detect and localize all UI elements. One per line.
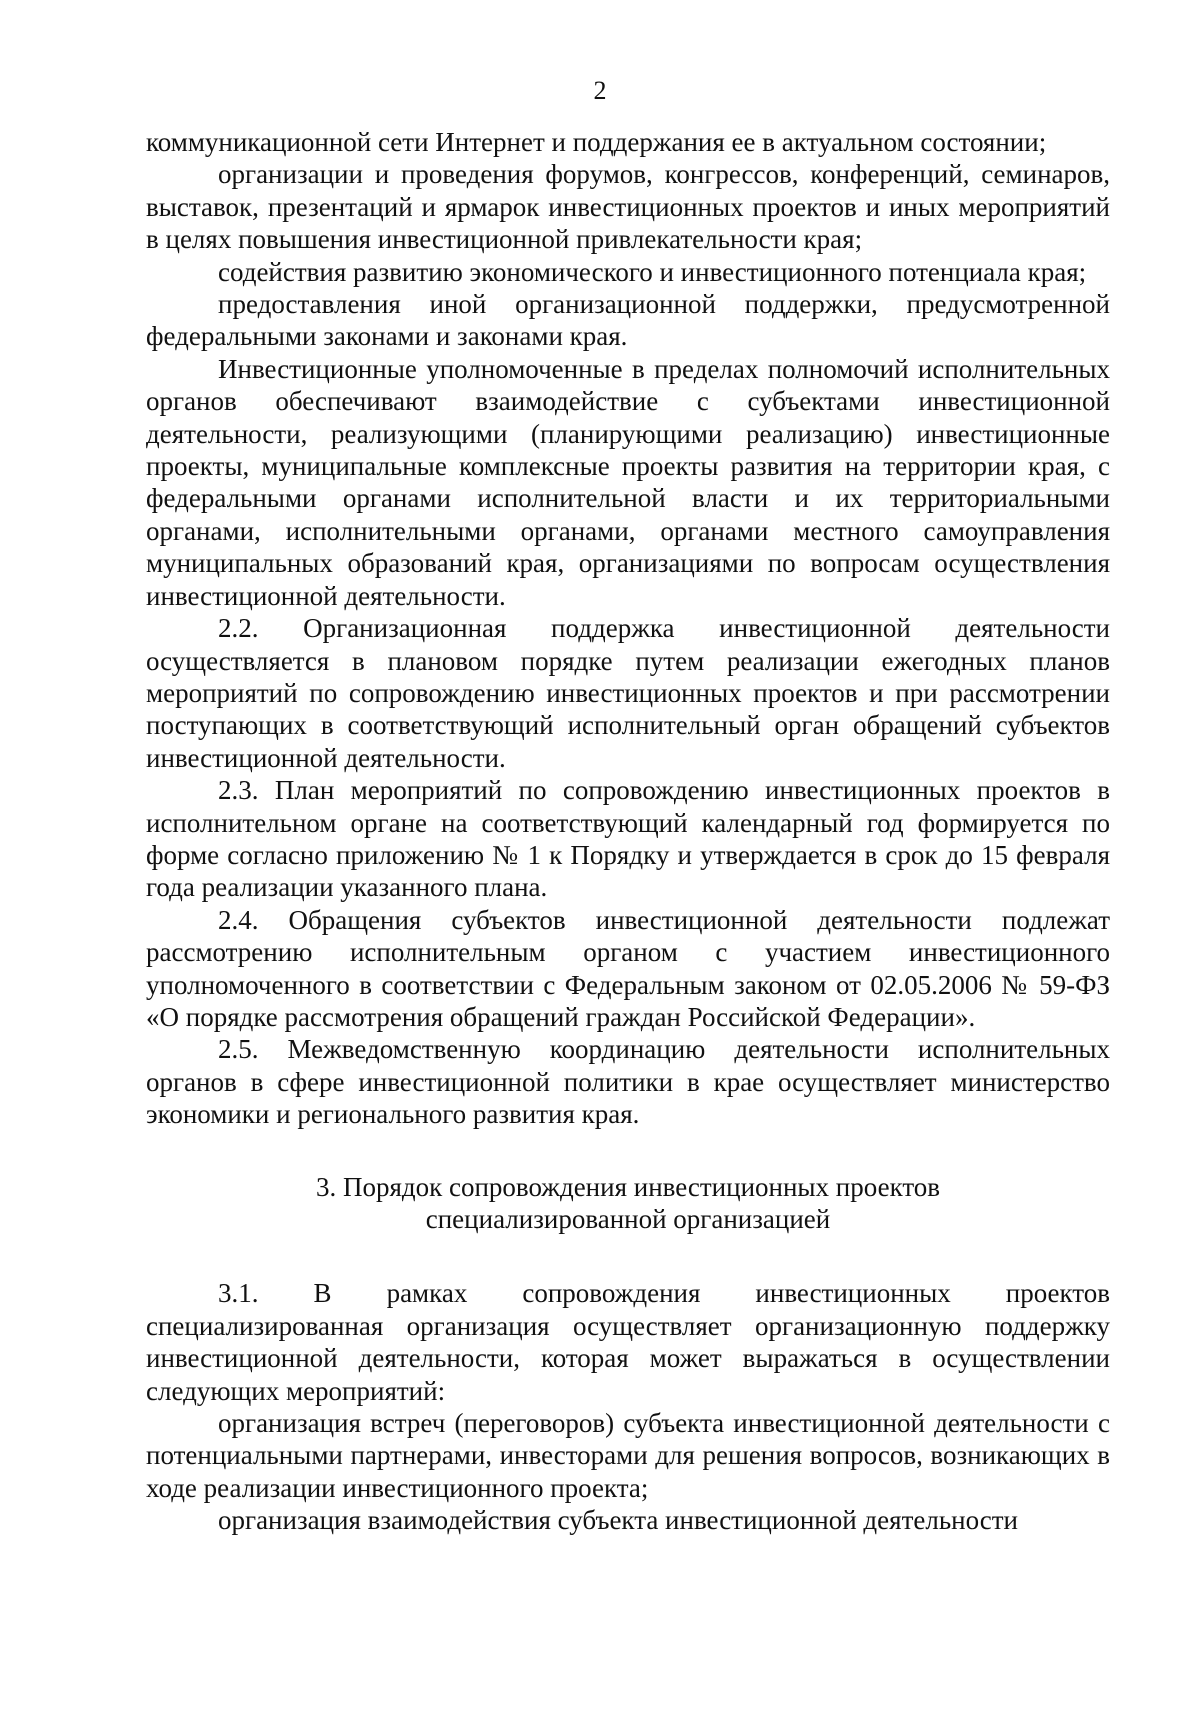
paragraph-investment-representatives: Инвестиционные уполномоченные в пределах полномочий исполнительных органов обеспечивают взаимодействие с субъектами инвестиционной деятельности, реализующими (планирующими реализацию) инвестиционные проекты, муниципальные комплексные проекты развития на территории края, с федеральными органами исполнительной власти и их территориальными органами, исполнительными органами, органами местного самоуправления муниципальных образований края, организациями по вопросам осуществления инвестиционной деятельности. xyxy=(146,353,1110,611)
list-item-interaction: организация взаимодействия субъекта инвестиционной деятельности xyxy=(218,1505,1018,1536)
paragraph-continuation: коммуникационной сети Интернет и поддержания ее в актуальном состоянии; xyxy=(146,127,1047,157)
section-3-heading xyxy=(146,1171,1110,1236)
section-3-heading-line2: специализированной организацией xyxy=(425,1204,831,1234)
page-number: 2 xyxy=(593,76,607,105)
clause-2-4: 2.4. Обращения субъектов инвестиционной деятельности подлежат рассмотрению исполнительным органом с участием инвестиционного уполномоченного в соответствии с Федеральным законом от 02.05.2006 № 59-ФЗ «О порядке рассмотрения обращений граждан Российской Федерации». xyxy=(146,904,1110,1032)
section-3-heading-line1: 3. Порядок сопровождения инвестиционных проектов xyxy=(315,1171,941,1202)
list-item-other-support: предоставления иной организационной поддержки, предусмотренной федеральными законами и законами края. xyxy=(146,289,1110,352)
clause-3-1: 3.1. В рамках сопровождения инвестиционных проектов специализированная организация осуществляет организационную поддержку инвестиционной деятельности, которая может выражаться в осуществлении следующих мероприятий: xyxy=(146,1278,1110,1406)
list-item-meetings: организация встреч (переговоров) субъекта инвестиционной деятельности с потенциальными партнерами, инвесторами для решения вопросов, возникающих в ходе реализации инвестиционного проекта; xyxy=(146,1408,1110,1503)
document-body xyxy=(146,126,1110,1537)
clause-2-2: 2.2. Организационная поддержка инвестиционной деятельности осуществляется в плановом порядке путем реализации ежегодных планов мероприятий по сопровождению инвестиционных проектов и при рассмотрении поступающих в соответствующий исполнительный орган обращений субъектов инвестиционной деятельности. xyxy=(146,613,1110,773)
clause-2-3: 2.3. План мероприятий по сопровождению инвестиционных проектов в исполнительном органе на соответствующий календарный год формируется по форме согласно приложению № 1 к Порядку и утверждается в срок до 15 февраля года реализации указанного плана. xyxy=(146,775,1110,903)
clause-2-5: 2.5. Межведомственную координацию деятельности исполнительных органов в сфере инвестиционной политики в крае осуществляет министерство экономики и регионального развития края. xyxy=(146,1034,1110,1130)
list-item-potential: содействия развитию экономического и инвестиционного потенциала края; xyxy=(218,256,1087,287)
list-item-forums: организации и проведения форумов, конгрессов, конференций, семинаров, выставок, презентаций и ярмарок инвестиционных проектов и иных мероприятий в целях повышения инвестиционной привлекательности края; xyxy=(146,159,1110,255)
